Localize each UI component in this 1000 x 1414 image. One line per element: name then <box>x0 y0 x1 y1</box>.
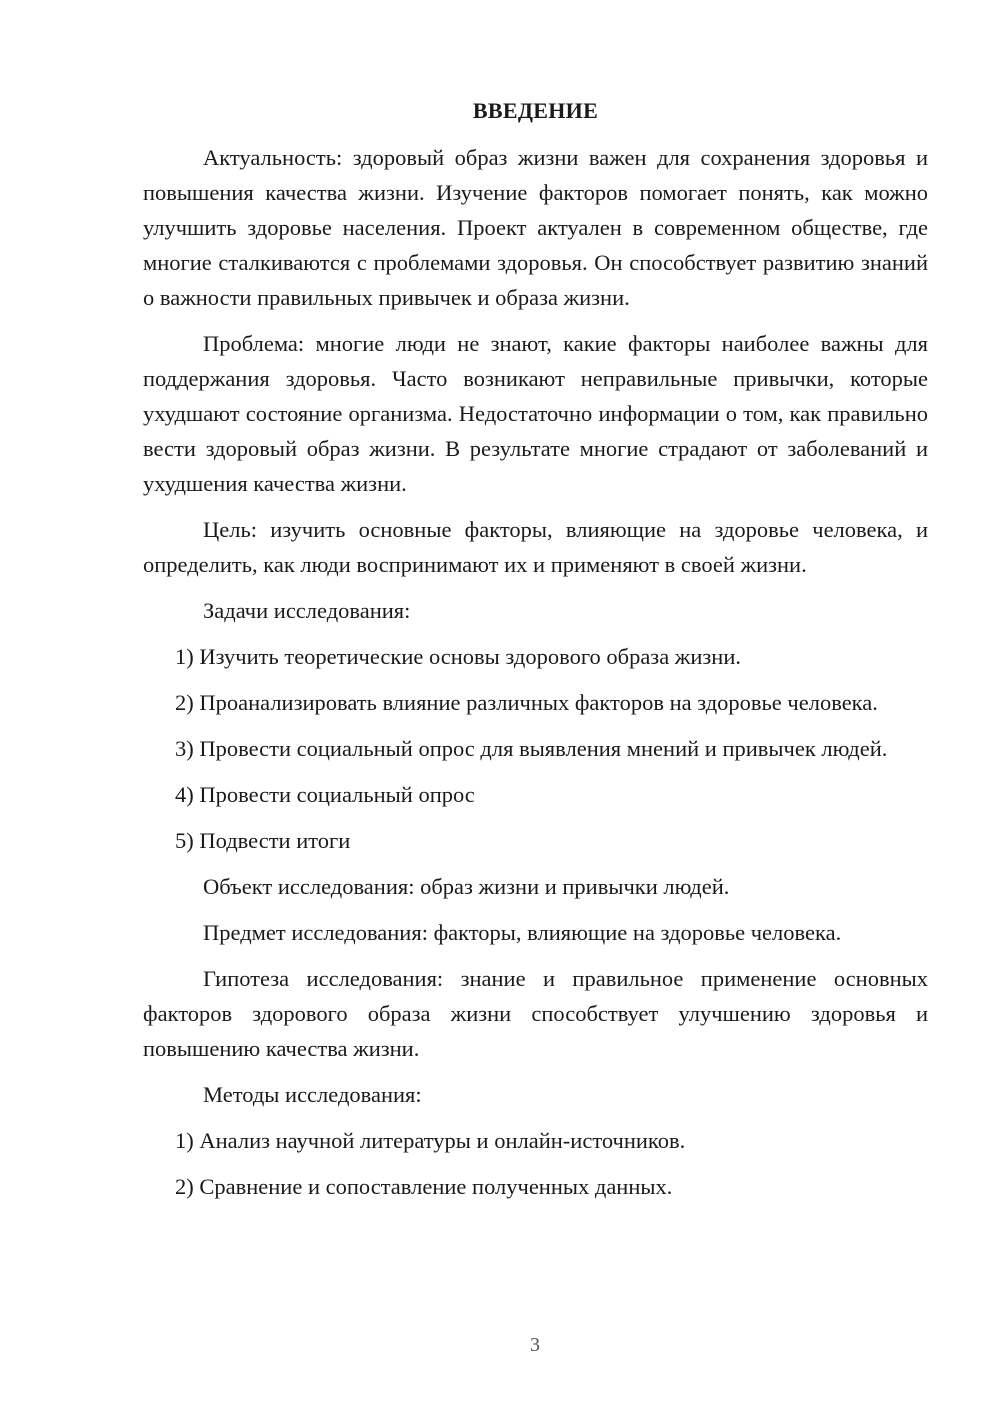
section-heading: ВВЕДЕНИЕ <box>472 98 599 123</box>
methods-heading: Методы исследования: <box>203 1082 422 1107</box>
problem-paragraph: Проблема: многие люди не знают, какие факторы наиболее важны для поддержания здоровья. Часто возникают неправильные привычки, которые ухудшают состояние организма. Недостаточно информации о том, как правильно вести здоровый образ жизни. В результате многие страдают от заболеваний и ухудшения качества жизни. <box>143 331 928 496</box>
tasks-heading: Задачи исследования: <box>203 598 411 623</box>
page-content <box>143 96 928 1215</box>
method-item: 1) Анализ научной литературы и онлайн-источников. <box>175 1128 686 1153</box>
object-paragraph: Объект исследования: образ жизни и привычки людей. <box>203 874 730 899</box>
method-item: 2) Сравнение и сопоставление полученных данных. <box>175 1174 673 1199</box>
subject-paragraph: Предмет исследования: факторы, влияющие на здоровье человека. <box>203 920 842 945</box>
task-item: 2) Проанализировать влияние различных факторов на здоровье человека. <box>175 690 878 715</box>
page-number: 3 <box>530 1334 540 1356</box>
task-item: 4) Провести социальный опрос <box>175 782 475 807</box>
goal-paragraph: Цель: изучить основные факторы, влияющие на здоровье человека, и определить, как люди воспринимают их и применяют в своей жизни. <box>143 517 928 577</box>
task-item: 5) Подвести итоги <box>175 828 351 853</box>
relevance-paragraph: Актуальность: здоровый образ жизни важен для сохранения здоровья и повышения качества жизни. Изучение факторов помогает понять, как можно улучшить здоровье населения. Проект актуален в современном обществе, где многие сталкиваются с проблемами здоровья. Он способствует развитию знаний о важности правильных привычек и образа жизни. <box>143 145 928 310</box>
task-item: 3) Провести социальный опрос для выявления мнений и привычек людей. <box>175 736 888 761</box>
task-item: 1) Изучить теоретические основы здорового образа жизни. <box>175 644 741 669</box>
hypothesis-paragraph: Гипотеза исследования: знание и правильное применение основных факторов здорового образа жизни способствует улучшению здоровья и повышению качества жизни. <box>143 966 928 1061</box>
